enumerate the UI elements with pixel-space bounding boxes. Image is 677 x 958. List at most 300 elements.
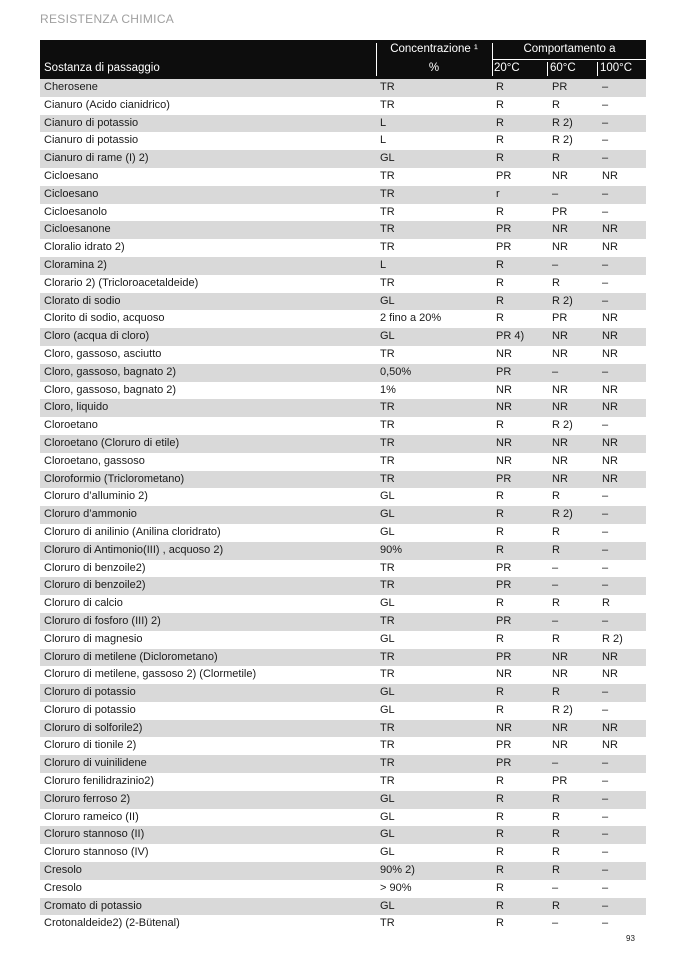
cell-20c: NR xyxy=(496,454,512,467)
cell-60c: R xyxy=(552,792,560,805)
cell-100c: NR xyxy=(602,383,618,396)
header-concentration: Concentrazione ¹ xyxy=(390,43,478,55)
cell-substance: Cloruro di calcio xyxy=(44,597,123,610)
cell-60c: R xyxy=(552,152,560,165)
cell-60c: NR xyxy=(552,436,568,449)
cell-60c: R xyxy=(552,597,560,610)
table-row xyxy=(40,346,646,364)
cell-100c: NR xyxy=(602,650,618,663)
table-row xyxy=(40,221,646,239)
cell-20c: NR xyxy=(496,436,512,449)
cell-60c: R xyxy=(552,828,560,841)
cell-20c: NR xyxy=(496,668,512,681)
cell-60c: NR xyxy=(552,330,568,343)
cell-100c: – xyxy=(602,561,609,574)
cell-concentration: 2 fino a 20% xyxy=(380,312,442,325)
cell-substance: Cloruro di anilinio (Anilina cloridrato) xyxy=(44,525,221,538)
header-temp-60: 60°C xyxy=(550,62,576,74)
cell-substance: Clorario 2) (Tricloroacetaldeide) xyxy=(44,276,199,289)
cell-substance: Cianuro (Acido cianidrico) xyxy=(44,98,170,111)
table-row xyxy=(40,631,646,649)
cell-20c: PR xyxy=(496,757,512,770)
cell-100c: R xyxy=(602,597,610,610)
cell-concentration: TR xyxy=(380,98,395,111)
cell-concentration: GL xyxy=(380,508,395,521)
cell-20c: NR xyxy=(496,383,512,396)
cell-100c: – xyxy=(602,365,609,378)
cell-100c: NR xyxy=(602,739,618,752)
cell-substance: Cloruro di fosforo (III) 2) xyxy=(44,614,161,627)
cell-60c: – xyxy=(552,187,559,200)
cell-60c: NR xyxy=(552,169,568,182)
table-row xyxy=(40,684,646,702)
table-row xyxy=(40,880,646,898)
cell-concentration: GL xyxy=(380,294,395,307)
cell-substance: Cloruro di tionile 2) xyxy=(44,739,137,752)
cell-100c: – xyxy=(602,917,609,930)
cell-20c: PR 4) xyxy=(496,330,525,343)
cell-concentration: GL xyxy=(380,792,395,805)
cell-substance: Cicloesano xyxy=(44,187,99,200)
cell-60c: R xyxy=(552,846,560,859)
cell-100c: NR xyxy=(602,668,618,681)
table-row xyxy=(40,310,646,328)
header-divider xyxy=(493,59,646,60)
cell-100c: – xyxy=(602,276,609,289)
header-substance: Sostanza di passaggio xyxy=(44,62,160,74)
cell-60c: PR xyxy=(552,81,568,93)
cell-60c: – xyxy=(552,561,559,574)
cell-20c: R xyxy=(496,810,504,823)
cell-60c: NR xyxy=(552,721,568,734)
cell-20c: R xyxy=(496,276,504,289)
cell-100c: – xyxy=(602,134,609,147)
cell-20c: NR xyxy=(496,401,512,414)
cell-60c: NR xyxy=(552,383,568,396)
cell-substance: Cloroformio (Triclorometano) xyxy=(44,472,185,485)
cell-substance: Cloruro di benzoile2) xyxy=(44,561,146,574)
header-divider xyxy=(376,43,377,76)
cell-20c: R xyxy=(496,703,504,716)
cell-100c: – xyxy=(602,419,609,432)
cell-100c: NR xyxy=(602,223,618,236)
cell-60c: – xyxy=(552,258,559,271)
cell-100c: – xyxy=(602,205,609,218)
cell-60c: – xyxy=(552,365,559,378)
cell-concentration: TR xyxy=(380,472,395,485)
cell-concentration: TR xyxy=(380,668,395,681)
table-row xyxy=(40,239,646,257)
cell-20c: PR xyxy=(496,472,512,485)
cell-60c: NR xyxy=(552,472,568,485)
cell-substance: Cloramina 2) xyxy=(44,258,107,271)
cell-concentration: TR xyxy=(380,169,395,182)
table-row xyxy=(40,471,646,489)
table-row xyxy=(40,649,646,667)
table-row xyxy=(40,506,646,524)
table-row xyxy=(40,524,646,542)
table-row xyxy=(40,364,646,382)
table-row xyxy=(40,97,646,115)
cell-concentration: GL xyxy=(380,525,395,538)
cell-60c: PR xyxy=(552,205,568,218)
cell-substance: Cloruro fenilidrazinio2) xyxy=(44,775,155,788)
cell-20c: R xyxy=(496,205,504,218)
cell-100c: – xyxy=(602,828,609,841)
table-row xyxy=(40,844,646,862)
cell-concentration: GL xyxy=(380,686,395,699)
table-row xyxy=(40,453,646,471)
cell-60c: R xyxy=(552,632,560,645)
table-row xyxy=(40,417,646,435)
cell-100c: – xyxy=(602,703,609,716)
table-row xyxy=(40,577,646,595)
cell-concentration: TR xyxy=(380,187,395,200)
cell-100c: – xyxy=(602,152,609,165)
table-row xyxy=(40,702,646,720)
cell-concentration: GL xyxy=(380,828,395,841)
cell-substance: Cresolo xyxy=(44,881,82,894)
cell-60c: R 2) xyxy=(552,419,573,432)
cell-60c: R 2) xyxy=(552,134,573,147)
page-number: 93 xyxy=(626,934,635,943)
cell-20c: R xyxy=(496,899,504,912)
cell-60c: NR xyxy=(552,454,568,467)
cell-substance: Cromato di potassio xyxy=(44,899,142,912)
table-row xyxy=(40,542,646,560)
cell-20c: R xyxy=(496,686,504,699)
header-divider xyxy=(597,62,598,76)
table-row xyxy=(40,168,646,186)
cell-100c: – xyxy=(602,810,609,823)
cell-20c: R xyxy=(496,116,504,129)
cell-100c: – xyxy=(602,864,609,877)
cell-100c: – xyxy=(602,543,609,556)
table-row xyxy=(40,666,646,684)
cell-substance: Cloruro di potassio xyxy=(44,703,136,716)
cell-60c: R xyxy=(552,276,560,289)
cell-substance: Cloralio idrato 2) xyxy=(44,241,125,254)
cell-concentration: TR xyxy=(380,739,395,752)
table-row xyxy=(40,898,646,916)
cell-20c: R xyxy=(496,98,504,111)
cell-100c: – xyxy=(602,508,609,521)
header-temp-20: 20°C xyxy=(494,62,520,74)
cell-concentration: 90% 2) xyxy=(380,864,415,877)
cell-concentration: TR xyxy=(380,721,395,734)
cell-60c: R xyxy=(552,490,560,503)
table-row xyxy=(40,399,646,417)
cell-100c: – xyxy=(602,187,609,200)
cell-100c: NR xyxy=(602,401,618,414)
cell-concentration: TR xyxy=(380,276,395,289)
cell-100c: – xyxy=(602,686,609,699)
cell-20c: R xyxy=(496,312,504,325)
cell-concentration: TR xyxy=(380,223,395,236)
cell-100c: – xyxy=(602,846,609,859)
table-row xyxy=(40,826,646,844)
cell-concentration: TR xyxy=(380,81,395,93)
table-row xyxy=(40,809,646,827)
table-row xyxy=(40,720,646,738)
cell-100c: – xyxy=(602,614,609,627)
cell-substance: Cloroetano xyxy=(44,419,98,432)
cell-60c: R 2) xyxy=(552,294,573,307)
table-row xyxy=(40,488,646,506)
cell-concentration: L xyxy=(380,134,387,147)
cell-20c: R xyxy=(496,419,504,432)
table-row xyxy=(40,186,646,204)
cell-100c: NR xyxy=(602,241,618,254)
cell-concentration: TR xyxy=(380,419,395,432)
cell-100c: – xyxy=(602,881,609,894)
table-row xyxy=(40,257,646,275)
cell-substance: Cloro, gassoso, bagnato 2) xyxy=(44,365,177,378)
table-row xyxy=(40,132,646,150)
table-header xyxy=(40,40,646,79)
cell-20c: R xyxy=(496,828,504,841)
cell-concentration: L xyxy=(380,258,387,271)
cell-100c: – xyxy=(602,899,609,912)
table-row xyxy=(40,275,646,293)
table-row xyxy=(40,595,646,613)
cell-concentration: GL xyxy=(380,330,395,343)
header-temp-100: 100°C xyxy=(600,62,633,74)
cell-60c: R xyxy=(552,899,560,912)
cell-20c: R xyxy=(496,775,504,788)
cell-20c: PR xyxy=(496,561,512,574)
cell-20c: PR xyxy=(496,650,512,663)
cell-substance: Cloruro stannoso (IV) xyxy=(44,846,149,859)
cell-20c: R xyxy=(496,543,504,556)
cell-20c: PR xyxy=(496,614,512,627)
table-row xyxy=(40,791,646,809)
cell-concentration: 90% xyxy=(380,543,403,556)
cell-100c: NR xyxy=(602,721,618,734)
cell-substance: Crotonaldeide2) (2-Bütenal) xyxy=(44,917,180,930)
cell-concentration: GL xyxy=(380,810,395,823)
header-behaviour: Comportamento a xyxy=(523,43,616,55)
cell-substance: Cloro (acqua di cloro) xyxy=(44,330,150,343)
cell-100c: – xyxy=(602,792,609,805)
cell-concentration: TR xyxy=(380,347,395,360)
cell-20c: PR xyxy=(496,365,512,378)
cell-20c: R xyxy=(496,597,504,610)
table-row xyxy=(40,328,646,346)
cell-60c: NR xyxy=(552,347,568,360)
cell-100c: NR xyxy=(602,312,618,325)
cell-100c: NR xyxy=(602,330,618,343)
cell-100c: – xyxy=(602,116,609,129)
cell-concentration: GL xyxy=(380,632,395,645)
cell-substance: Clorito di sodio, acquoso xyxy=(44,312,165,325)
cell-100c: – xyxy=(602,579,609,592)
cell-60c: NR xyxy=(552,739,568,752)
table-row xyxy=(40,382,646,400)
cell-substance: Clorato di sodio xyxy=(44,294,121,307)
cell-20c: R xyxy=(496,258,504,271)
table-row xyxy=(40,755,646,773)
cell-20c: R xyxy=(496,864,504,877)
cell-100c: – xyxy=(602,525,609,538)
cell-concentration: L xyxy=(380,116,387,129)
cell-concentration: TR xyxy=(380,650,395,663)
cell-substance: Cloruro di solforile2) xyxy=(44,721,143,734)
cell-concentration: TR xyxy=(380,401,395,414)
table-row xyxy=(40,293,646,311)
cell-60c: NR xyxy=(552,241,568,254)
table-row xyxy=(40,737,646,755)
cell-concentration: 0,50% xyxy=(380,365,412,378)
cell-60c: – xyxy=(552,881,559,894)
table-row xyxy=(40,115,646,133)
cell-20c: PR xyxy=(496,579,512,592)
cell-substance: Cloro, gassoso, asciutto xyxy=(44,347,162,360)
chemical-resistance-table xyxy=(40,40,646,933)
table-row xyxy=(40,915,646,933)
cell-60c: – xyxy=(552,757,559,770)
table-row xyxy=(40,613,646,631)
cell-20c: R xyxy=(496,792,504,805)
cell-20c: R xyxy=(496,632,504,645)
cell-20c: R xyxy=(496,152,504,165)
cell-substance: Cloruro di vuinilidene xyxy=(44,757,147,770)
cell-substance: Cloruro d’alluminio 2) xyxy=(44,490,148,503)
cell-substance: Cianuro di potassio xyxy=(44,116,139,129)
header-divider xyxy=(547,62,548,76)
cell-20c: R xyxy=(496,508,504,521)
cell-substance: Cloruro di potassio xyxy=(44,686,136,699)
cell-substance: Cianuro di potassio xyxy=(44,134,139,147)
cell-20c: R xyxy=(496,81,504,93)
cell-substance: Cloroetano (Cloruro di etile) xyxy=(44,436,180,449)
cell-100c: – xyxy=(602,775,609,788)
cell-60c: R 2) xyxy=(552,116,573,129)
cell-substance: Cicloesano xyxy=(44,169,99,182)
table-row xyxy=(40,150,646,168)
cell-60c: NR xyxy=(552,401,568,414)
cell-100c: NR xyxy=(602,472,618,485)
cell-60c: R xyxy=(552,543,560,556)
cell-100c: NR xyxy=(602,436,618,449)
cell-20c: R xyxy=(496,881,504,894)
cell-20c: R xyxy=(496,294,504,307)
cell-20c: PR xyxy=(496,169,512,182)
cell-100c: – xyxy=(602,490,609,503)
cell-20c: r xyxy=(496,187,500,200)
cell-20c: NR xyxy=(496,721,512,734)
cell-substance: Cloruro di Antimonio(III) , acquoso 2) xyxy=(44,543,224,556)
cell-20c: R xyxy=(496,846,504,859)
cell-concentration: TR xyxy=(380,454,395,467)
cell-concentration: TR xyxy=(380,614,395,627)
cell-100c: R 2) xyxy=(602,632,623,645)
cell-substance: Cloruro rameico (II) xyxy=(44,810,139,823)
cell-20c: R xyxy=(496,917,504,930)
cell-concentration: TR xyxy=(380,561,395,574)
cell-100c: – xyxy=(602,757,609,770)
cell-substance: Cicloesanone xyxy=(44,223,111,236)
cell-60c: PR xyxy=(552,312,568,325)
cell-60c: NR xyxy=(552,650,568,663)
cell-substance: Cloruro di benzoile2) xyxy=(44,579,146,592)
cell-60c: NR xyxy=(552,668,568,681)
cell-concentration: TR xyxy=(380,775,395,788)
cell-100c: NR xyxy=(602,169,618,182)
cell-20c: NR xyxy=(496,347,512,360)
cell-concentration: TR xyxy=(380,579,395,592)
cell-60c: R xyxy=(552,525,560,538)
cell-concentration: TR xyxy=(380,205,395,218)
cell-concentration: > 90% xyxy=(380,881,412,894)
cell-60c: PR xyxy=(552,775,568,788)
cell-substance: Cloruro stannoso (II) xyxy=(44,828,145,841)
cell-60c: R xyxy=(552,810,560,823)
cell-100c: – xyxy=(602,98,609,111)
cell-substance: Cloruro ferroso 2) xyxy=(44,792,131,805)
cell-20c: R xyxy=(496,134,504,147)
cell-substance: Cloruro d’ammonio xyxy=(44,508,137,521)
cell-substance: Cianuro di rame (I) 2) xyxy=(44,152,149,165)
cell-60c: R xyxy=(552,864,560,877)
cell-100c: – xyxy=(602,294,609,307)
cell-substance: Cloruro di metilene (Diclorometano) xyxy=(44,650,218,663)
table-row xyxy=(40,862,646,880)
section-title: RESISTENZA CHIMICA xyxy=(40,12,175,26)
cell-concentration: GL xyxy=(380,703,395,716)
cell-60c: R 2) xyxy=(552,703,573,716)
cell-concentration: GL xyxy=(380,490,395,503)
cell-60c: – xyxy=(552,614,559,627)
cell-concentration: TR xyxy=(380,757,395,770)
cell-concentration: GL xyxy=(380,846,395,859)
cell-substance: Cicloesanolo xyxy=(44,205,107,218)
cell-20c: PR xyxy=(496,739,512,752)
cell-concentration: GL xyxy=(380,152,395,165)
header-percent: % xyxy=(428,62,440,74)
table-row xyxy=(40,560,646,578)
cell-substance: Cresolo xyxy=(44,864,82,877)
cell-substance: Cloro, gassoso, bagnato 2) xyxy=(44,383,177,396)
cell-concentration: GL xyxy=(380,899,395,912)
cell-substance: Cloro, liquido xyxy=(44,401,109,414)
cell-60c: R xyxy=(552,98,560,111)
cell-100c: – xyxy=(602,81,609,93)
cell-60c: – xyxy=(552,917,559,930)
cell-concentration: GL xyxy=(380,597,395,610)
cell-substance: Cloruro di metilene, gassoso 2) (Clormetile) xyxy=(44,668,257,681)
cell-100c: NR xyxy=(602,454,618,467)
cell-60c: R 2) xyxy=(552,508,573,521)
cell-concentration: TR xyxy=(380,241,395,254)
cell-100c: NR xyxy=(602,347,618,360)
cell-concentration: 1% xyxy=(380,383,396,396)
cell-concentration: TR xyxy=(380,917,395,930)
cell-60c: R xyxy=(552,686,560,699)
cell-20c: R xyxy=(496,490,504,503)
cell-60c: NR xyxy=(552,223,568,236)
cell-60c: – xyxy=(552,579,559,592)
table-row xyxy=(40,79,646,97)
cell-20c: R xyxy=(496,525,504,538)
cell-100c: – xyxy=(602,258,609,271)
table-row xyxy=(40,435,646,453)
table-body xyxy=(40,79,646,933)
cell-substance: Cherosene xyxy=(44,81,98,93)
cell-concentration: TR xyxy=(380,436,395,449)
cell-substance: Cloroetano, gassoso xyxy=(44,454,145,467)
cell-substance: Cloruro di magnesio xyxy=(44,632,143,645)
